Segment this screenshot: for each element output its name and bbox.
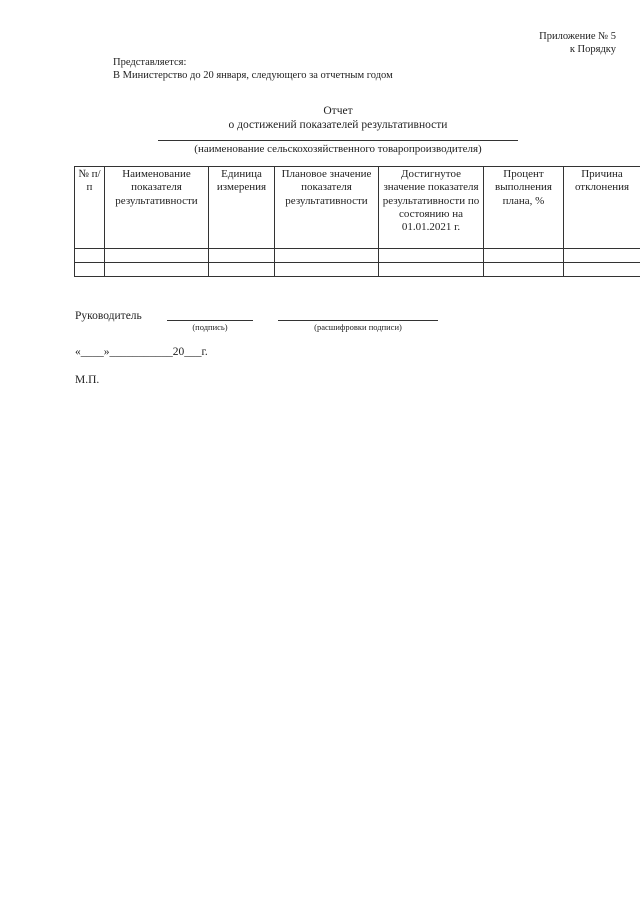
table-cell[interactable]	[105, 263, 209, 277]
header-achieved-value: Достигнутое значение показателя результативности по состоянию на 01.01.2021 г.	[379, 167, 484, 249]
annex-reference: к Порядку	[569, 44, 616, 55]
table-cell[interactable]	[379, 263, 484, 277]
table-cell[interactable]	[564, 249, 640, 263]
table-cell[interactable]	[75, 249, 105, 263]
table-row	[75, 249, 640, 263]
table-cell[interactable]	[275, 263, 379, 277]
table-cell[interactable]	[209, 249, 275, 263]
producer-name-caption: (наименование сельскохозяйственного товаропроизводителя)	[194, 143, 482, 155]
annex-number: Приложение № 5	[539, 31, 616, 42]
report-title: Отчет	[323, 105, 353, 117]
date-field[interactable]: «____»___________20___г.	[75, 346, 208, 358]
signature-caption: (подпись)	[192, 322, 228, 332]
table-cell[interactable]	[484, 263, 564, 277]
table-cell[interactable]	[75, 263, 105, 277]
table-cell[interactable]	[564, 263, 640, 277]
table-cell[interactable]	[105, 249, 209, 263]
header-indicator-name: Наименование показателя результативности	[105, 167, 209, 249]
stamp-placeholder: М.П.	[75, 374, 100, 386]
producer-name-line[interactable]	[158, 140, 518, 141]
header-deviation-reason: Причина отклонения	[564, 167, 640, 249]
table-cell[interactable]	[379, 249, 484, 263]
report-subtitle: о достижений показателей результативности	[228, 119, 448, 131]
header-number: № п/п	[75, 167, 105, 249]
submission-label: Представляется:	[113, 57, 187, 68]
header-unit: Единица измерения	[209, 167, 275, 249]
table-row	[75, 263, 640, 277]
table-cell[interactable]	[209, 263, 275, 277]
header-planned-value: Плановое значение показателя результативности	[275, 167, 379, 249]
table-cell[interactable]	[484, 249, 564, 263]
table-header-row	[75, 167, 640, 249]
header-completion-percent: Процент выполнения плана, %	[484, 167, 564, 249]
submission-target: В Министерство до 20 января, следующего за отчетным годом	[113, 70, 393, 81]
signature-name-caption: (расшифровки подписи)	[314, 322, 402, 332]
signature-line[interactable]	[167, 320, 253, 321]
results-table	[74, 166, 640, 277]
signature-name-line[interactable]	[278, 320, 438, 321]
table-cell[interactable]	[275, 249, 379, 263]
head-signature-label: Руководитель	[75, 310, 142, 322]
